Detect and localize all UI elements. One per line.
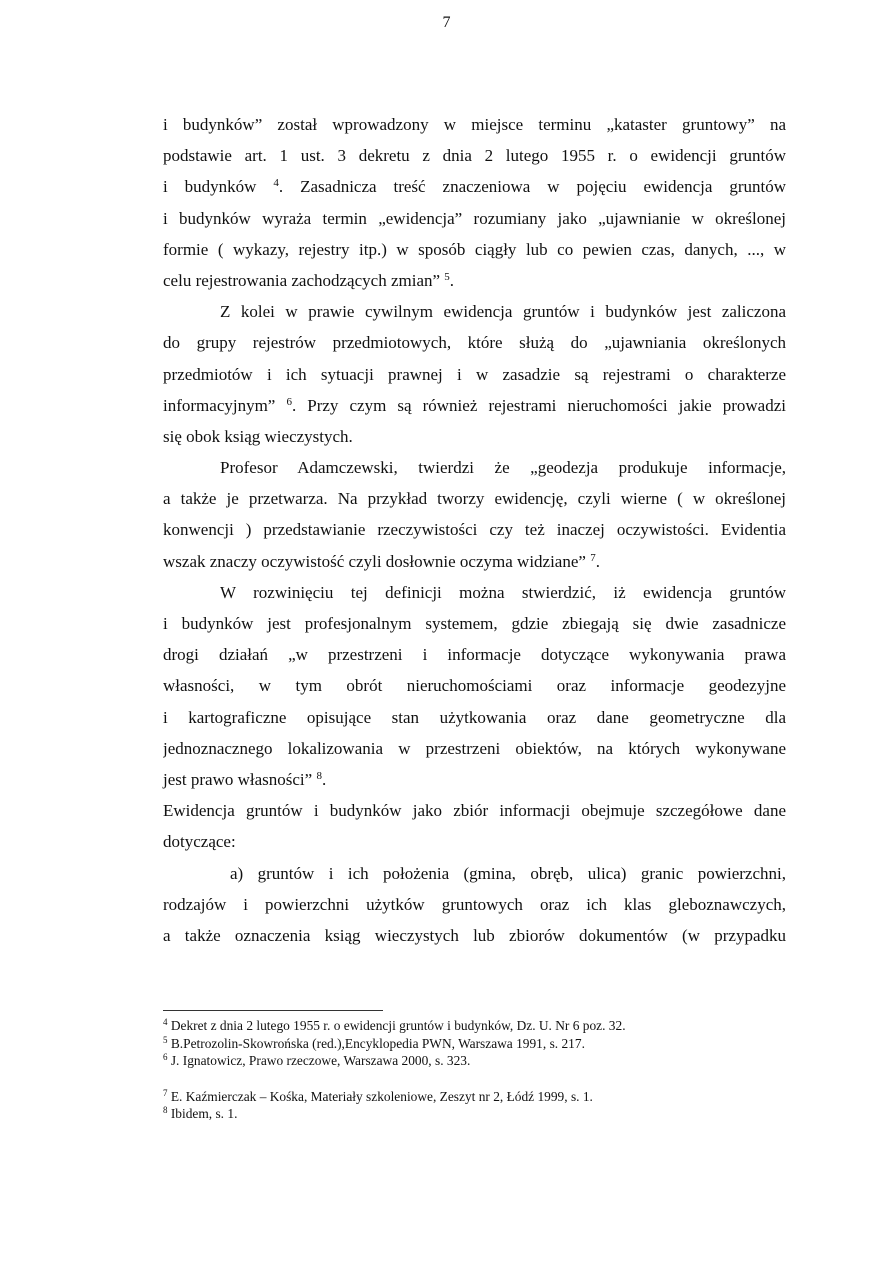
text-segment: Ewidencja gruntów i budynków jako zbiór informacji obejmuje szczegółowe dane	[163, 801, 786, 821]
footnote	[163, 1105, 626, 1123]
text-segment: i budynków jest profesjonalnym systemem, gdzie zbiegają się dwie zasadnicze	[163, 614, 786, 633]
text-line	[163, 112, 786, 143]
text-line	[163, 486, 786, 517]
footnote	[163, 1052, 626, 1070]
text-segment: drogi działań „w przestrzeni i informacje dotyczące wykonywania prawa	[163, 645, 786, 665]
text-line	[163, 923, 786, 954]
text-segment: rodzajów i powierzchni użytków gruntowych oraz ich klas gleboznawczych,	[163, 894, 786, 914]
body-text	[163, 112, 786, 954]
text-segment: i budynków	[163, 177, 274, 197]
text-line	[163, 736, 786, 767]
footnote	[163, 1035, 626, 1053]
text-segment: . Zasadnicza treść znaczeniowa w pojęciu ewidencja gruntów	[278, 177, 786, 197]
text-segment: i kartograficzne opisujące stan użytkowania oraz dane geometryczne dla	[163, 707, 786, 727]
text-segment: . Przy czym są również rejestrami nieruchomości jakie prowadzi	[291, 395, 786, 415]
text-line	[163, 892, 786, 923]
text-segment: i budynków” został wprowadzony w miejsce terminu „kataster gruntowy” na	[163, 115, 786, 134]
text-line	[163, 517, 786, 548]
footnote-separator	[163, 1010, 383, 1011]
footnote-text: J. Ignatowicz, Prawo rzeczowe, Warszawa 2000, s. 323.	[167, 1053, 471, 1068]
text-segment: Z kolei w prawie cywilnym ewidencja gruntów i budynków jest zaliczona	[220, 302, 786, 322]
text-segment: a) gruntów i ich położenia (gmina, obręb, ulica) granic powierzchni,	[230, 863, 786, 883]
text-line	[163, 829, 786, 860]
footnotes	[163, 1017, 626, 1123]
footnote-number: 7	[163, 1087, 168, 1098]
text-segment: własności, w tym obrót nieruchomościami oraz informacje geodezyjne	[163, 676, 786, 696]
footnote-marker[interactable]: 5	[444, 270, 450, 283]
text-segment: się obok ksiąg wieczystych.	[163, 426, 353, 446]
text-line	[163, 143, 786, 174]
footnote-marker[interactable]: 6	[286, 395, 292, 408]
footnote-text: B.Petrozolin-Skowrońska (red.),Encyklopedia PWN, Warszawa 1991, s. 217.	[167, 1035, 585, 1051]
text-line	[163, 705, 786, 736]
text-segment: a także oznaczenia ksiąg wieczystych lub zbiorów dokumentów (w przypadku	[163, 925, 786, 945]
text-segment: a także je przetwarza. Na przykład tworzy ewidencję, czyli wierne ( w określonej	[163, 489, 786, 509]
text-segment: do grupy rejestrów przedmiotowych, które służą do „ujawniania określonych	[163, 333, 786, 353]
footnote-marker[interactable]: 8	[316, 769, 322, 782]
footnote-number: 6	[163, 1052, 168, 1062]
text-segment: formie ( wykazy, rejestry itp.) w sposób ciągły lub co pewien czas, danych, ..., w	[163, 239, 786, 259]
footnote-marker[interactable]: 7	[590, 551, 596, 564]
text-line	[163, 424, 786, 455]
text-line	[163, 549, 786, 580]
text-segment: wszak znaczy oczywistość czyli dosłownie oczyma widziane”	[163, 551, 591, 571]
text-segment: celu rejestrowania zachodzących zmian”	[163, 270, 445, 290]
footnote-marker[interactable]: 4	[273, 177, 279, 190]
footnote-number: 5	[163, 1034, 168, 1045]
text-segment: przedmiotów i ich sytuacji prawnej i w zasadzie są rejestrami o charakterze	[163, 364, 786, 384]
text-segment: konwencji ) przedstawianie rzeczywistości czy też inaczej oczywistości. Evidentia	[163, 520, 786, 540]
text-segment: .	[595, 551, 600, 571]
text-line	[163, 798, 786, 829]
text-segment: podstawie art. 1 ust. 3 dekretu z dnia 2 lutego 1955 r. o ewidencji gruntów	[163, 146, 786, 166]
text-line	[163, 642, 786, 673]
text-segment: i budynków wyraża termin „ewidencja” rozumiany jako „ujawnianie w określonej	[163, 208, 786, 228]
text-line	[163, 611, 786, 642]
text-segment: informacyjnym”	[163, 395, 287, 415]
footnote	[163, 1017, 626, 1035]
text-line	[163, 673, 786, 704]
footnote	[163, 1088, 626, 1106]
text-line	[163, 330, 786, 361]
text-line	[163, 174, 786, 205]
footnote-text: E. Kaźmierczak – Kośka, Materiały szkoleniowe, Zeszyt nr 2, Łódź 1999, s. 1.	[167, 1088, 593, 1104]
text-line	[163, 206, 786, 237]
page-number: 7	[442, 14, 451, 31]
text-line	[163, 362, 786, 393]
text-line	[163, 393, 786, 424]
text-line	[163, 268, 786, 299]
text-line	[163, 861, 786, 892]
text-segment: dotyczące:	[163, 832, 236, 852]
footnote-text: Dekret z dnia 2 lutego 1955 r. o ewidencji gruntów i budynków, Dz. U. Nr 6 poz. 32.	[167, 1018, 626, 1033]
footnote-number: 4	[163, 1017, 168, 1027]
text-segment: .	[449, 270, 455, 290]
text-line	[163, 767, 786, 798]
text-segment: jest prawo własności”	[163, 769, 317, 789]
footnote-number: 8	[163, 1105, 168, 1115]
text-line	[163, 237, 786, 268]
text-segment: Profesor Adamczewski, twierdzi że „geodezja produkuje informacje,	[220, 458, 786, 478]
text-line	[163, 299, 786, 330]
text-line	[163, 455, 786, 486]
text-line	[163, 580, 786, 611]
footnote-text: Ibidem, s. 1.	[167, 1106, 238, 1121]
text-segment: jednoznacznego lokalizowania w przestrzeni obiektów, na których wykonywane	[163, 738, 786, 758]
text-segment: W rozwinięciu tej definicji można stwierdzić, iż ewidencja gruntów	[220, 582, 786, 602]
text-segment: .	[321, 769, 327, 789]
